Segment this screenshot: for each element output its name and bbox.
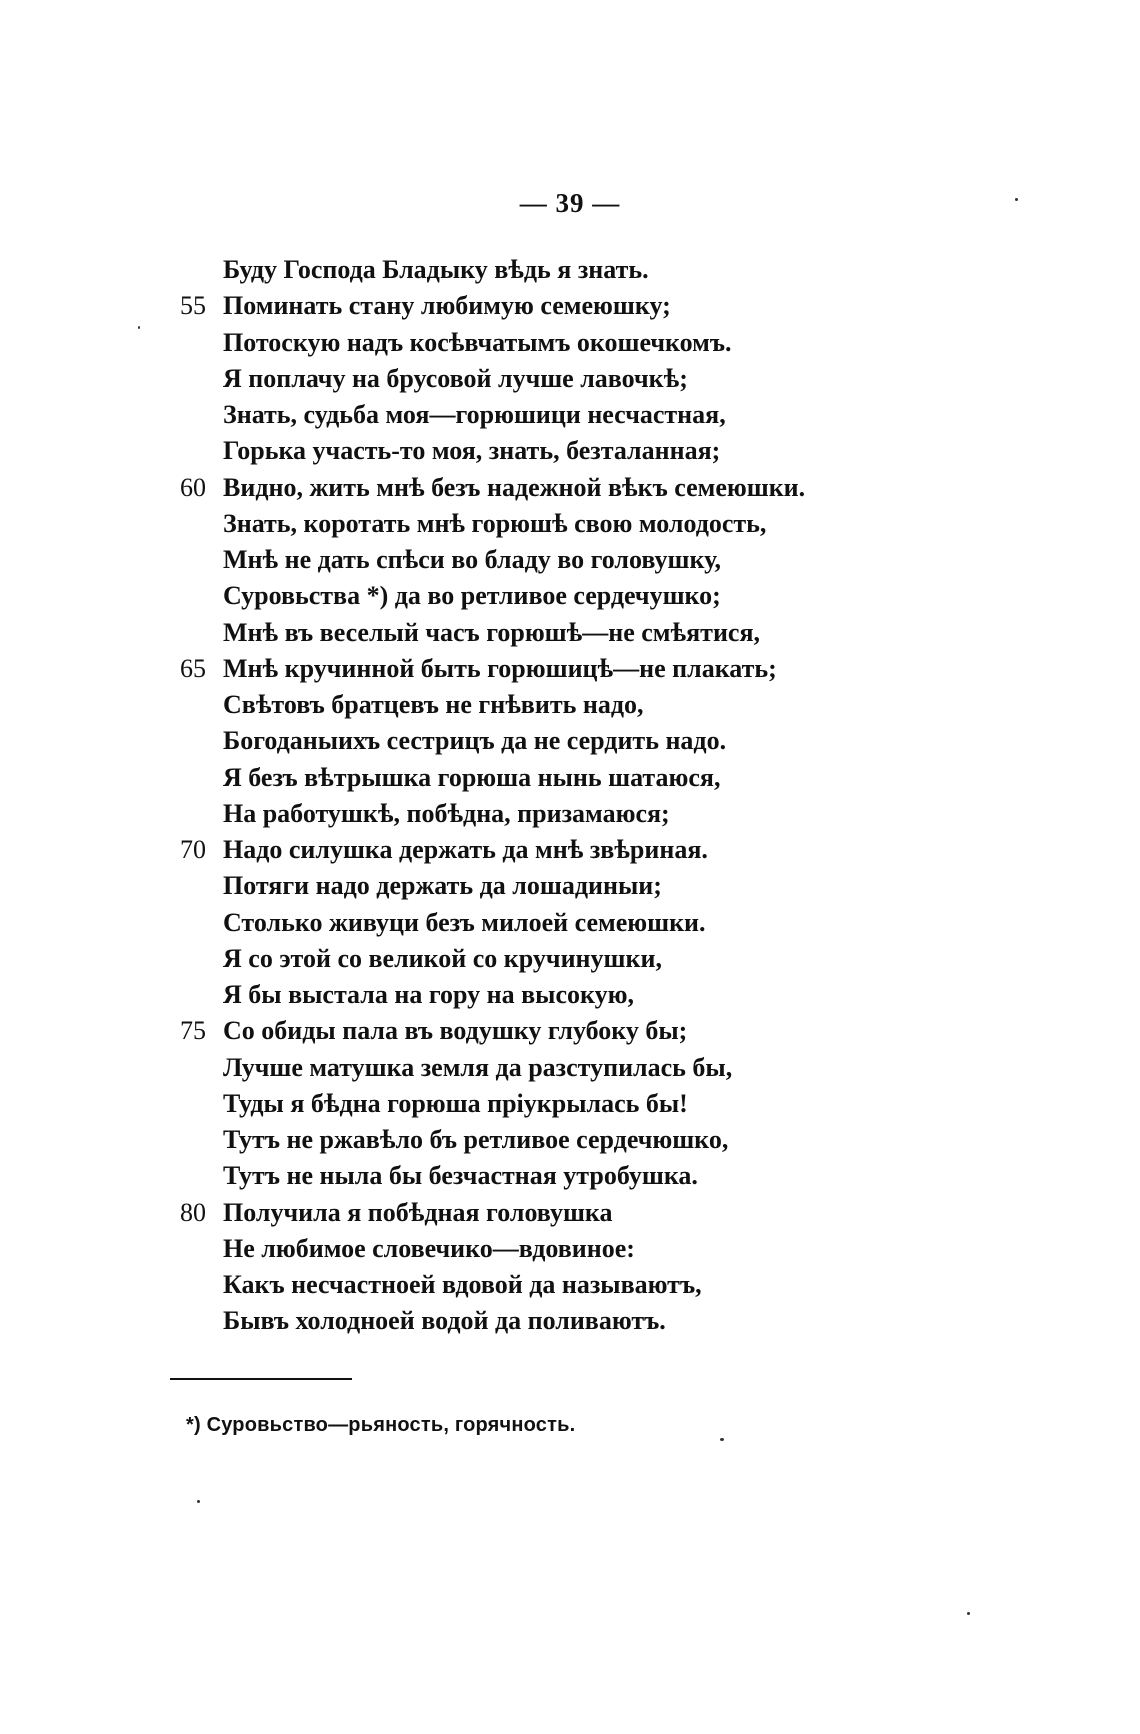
scan-speck — [197, 1500, 200, 1503]
line-text: Получила я побѣдная головушка — [223, 1197, 613, 1227]
verse-line — [0, 506, 1140, 542]
poem-verse — [0, 252, 1140, 1340]
verse-line — [0, 1158, 1140, 1194]
line-text: Поминать стану любимую семеюшку; — [223, 291, 671, 321]
line-text: Знать, коротать мнѣ горюшѣ свою молодость, — [223, 508, 767, 538]
line-text: Свѣтовъ братцевъ не гнѣвить надо, — [223, 690, 644, 719]
verse-line — [0, 1050, 1140, 1086]
verse-line — [0, 361, 1140, 397]
line-text: Тутъ не ржавѣло бъ ретливое сердечюшко, — [223, 1125, 729, 1154]
verse-line — [0, 252, 1140, 288]
verse-line — [0, 651, 1140, 687]
line-text: Бывъ холодноей водой да поливаютъ. — [223, 1306, 666, 1336]
line-text: Горька участь-то моя, знать, безталанная; — [223, 436, 721, 466]
verse-line — [0, 1086, 1140, 1122]
line-text: Буду Господа Бладыку вѣдь я знать. — [223, 255, 649, 284]
line-text: Не любимое словечико—вдовиное: — [223, 1233, 635, 1263]
verse-line — [0, 687, 1140, 723]
line-text: Со обиды пала въ водушку глубоку бы; — [223, 1016, 688, 1046]
line-text: Суровьства *) да во ретливое сердечушко; — [223, 581, 721, 611]
line-text: Я бы выстала на гору на высокую, — [223, 980, 634, 1009]
line-text: Потяги надо держать да лошадиныи; — [223, 871, 662, 901]
footnote-divider — [170, 1378, 352, 1380]
line-number: 75 — [180, 1016, 206, 1046]
verse-line — [0, 1195, 1140, 1231]
verse-line — [0, 433, 1140, 469]
verse-line — [0, 1013, 1140, 1049]
line-text: Богоданыихъ сестрицъ да не сердить надо. — [223, 726, 727, 756]
verse-line — [0, 1303, 1140, 1339]
line-text: Я со этой со великой со кручинушки, — [223, 943, 662, 973]
line-number: 65 — [180, 653, 206, 683]
line-number: 55 — [180, 291, 206, 321]
line-text: Мнѣ не дать спѣси во бладу во головушку, — [223, 545, 721, 574]
verse-line — [0, 542, 1140, 578]
line-text: Мнѣ въ веселый часъ горюшѣ—не смѣятися, — [223, 617, 761, 647]
verse-line — [0, 723, 1140, 759]
verse-line — [0, 325, 1140, 361]
line-text: Я безъ вѣтрышка горюша нынь шатаюся, — [223, 762, 721, 792]
verse-line — [0, 1231, 1140, 1267]
line-text: Потоскую надъ косѣвчатымъ окошечкомъ. — [223, 327, 732, 357]
line-text: Надо силушка держать да мнѣ звѣриная. — [223, 835, 708, 864]
line-text: Видно, жить мнѣ безъ надежной вѣкъ семеюшки. — [223, 472, 806, 502]
line-text: Туды я бѣдна горюша пріукрылась бы! — [223, 1088, 688, 1118]
verse-line — [0, 977, 1140, 1013]
verse-line — [0, 941, 1140, 977]
line-text: Какъ несчастноей вдовой да называютъ, — [223, 1270, 702, 1299]
scan-speck — [1015, 198, 1018, 201]
footnote: *) Суровьство—рьяность, горячность. — [186, 1414, 576, 1436]
verse-line — [0, 796, 1140, 832]
line-text: На работушкѣ, побѣдна, призамаюся; — [223, 798, 670, 828]
line-text: Мнѣ кручинной быть горюшицѣ—не плакать; — [223, 653, 777, 683]
line-text: Лучше матушка земля да разступилась бы, — [223, 1052, 733, 1082]
verse-line — [0, 578, 1140, 614]
verse-line — [0, 615, 1140, 651]
line-number: 70 — [180, 835, 206, 864]
line-number: 60 — [180, 472, 206, 502]
line-text: Столько живуци безъ милоей семеюшки. — [223, 907, 706, 937]
page-number: — 39 — — [519, 188, 621, 218]
verse-line — [0, 288, 1140, 324]
verse-line — [0, 397, 1140, 433]
verse-line — [0, 1267, 1140, 1303]
line-text: Тутъ не ныла бы безчастная утробушка. — [223, 1161, 698, 1191]
line-text: Я поплачу на брусовой лучше лавочкѣ; — [223, 363, 688, 393]
verse-line — [0, 832, 1140, 868]
verse-line — [0, 868, 1140, 904]
scan-speck — [138, 326, 140, 329]
line-text: Знать, судьба моя—горюшици несчастная, — [223, 400, 726, 429]
scan-speck — [967, 1612, 970, 1615]
verse-line — [0, 905, 1140, 941]
verse-line — [0, 470, 1140, 506]
verse-line — [0, 760, 1140, 796]
line-number: 80 — [180, 1197, 206, 1227]
verse-line — [0, 1122, 1140, 1158]
scan-speck — [720, 1438, 724, 1441]
